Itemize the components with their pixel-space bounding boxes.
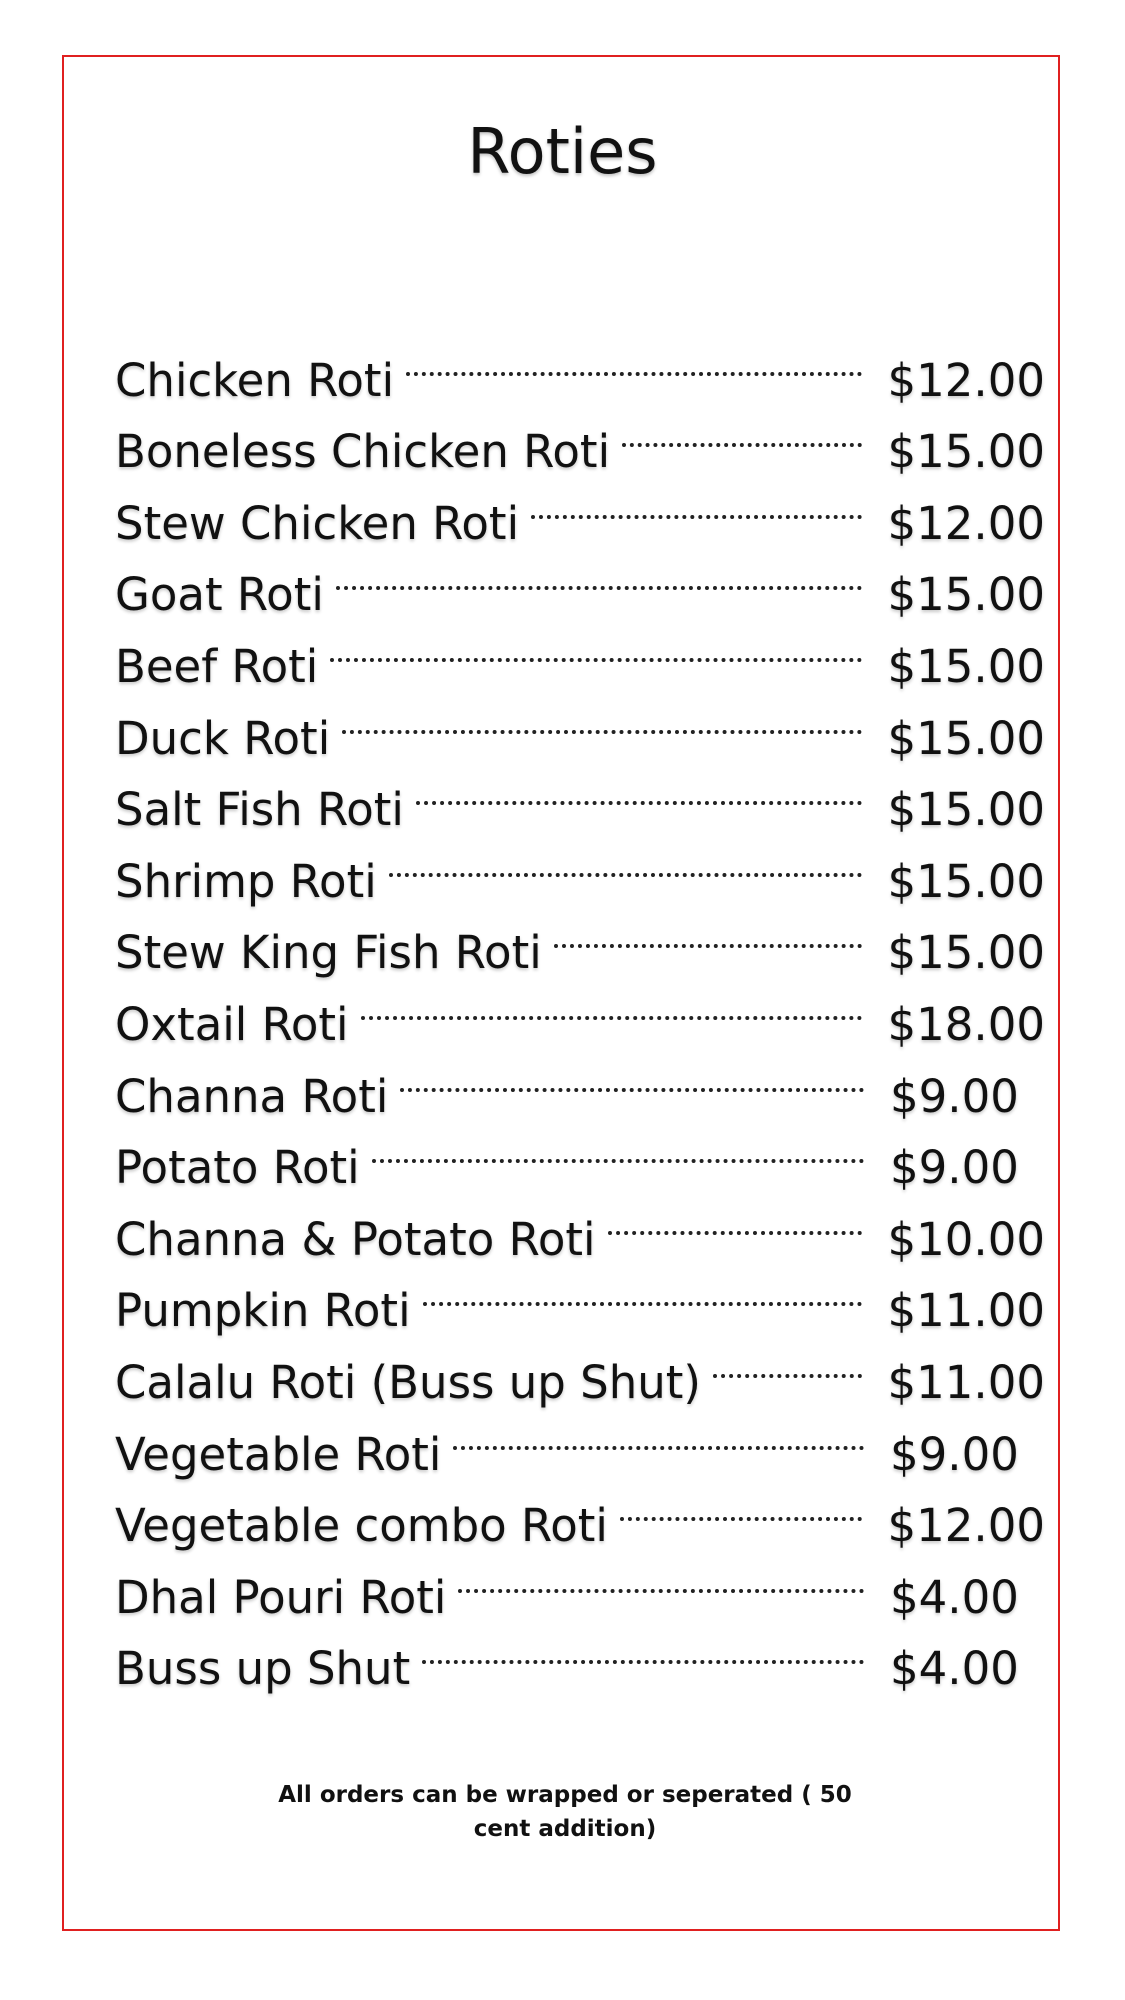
menu-item-price: $4.00 bbox=[890, 1570, 1019, 1624]
menu-item-price: $12.00 bbox=[887, 353, 1045, 407]
menu-item-price: $15.00 bbox=[887, 783, 1045, 837]
dot-leader bbox=[453, 1398, 864, 1470]
menu-item-name: Channa & Potato Roti bbox=[115, 1212, 596, 1266]
dot-leader bbox=[458, 1541, 864, 1613]
menu-item-price: $9.00 bbox=[890, 1141, 1019, 1195]
dot-leader bbox=[336, 539, 862, 611]
menu-item-price: $15.00 bbox=[887, 711, 1045, 765]
menu-item-name: Dhal Pouri Roti bbox=[115, 1570, 447, 1624]
dot-leader bbox=[389, 825, 862, 897]
menu-item-price: $12.00 bbox=[887, 496, 1045, 550]
dot-leader bbox=[342, 682, 861, 754]
dot-leader bbox=[554, 897, 862, 969]
menu-item-price: $10.00 bbox=[887, 1212, 1045, 1266]
menu-item-price: $9.00 bbox=[890, 1069, 1019, 1123]
dot-leader bbox=[713, 1326, 862, 1398]
menu-item-name: Goat Roti bbox=[115, 568, 324, 622]
menu-item-list bbox=[115, 324, 1045, 1696]
dot-leader bbox=[372, 1112, 864, 1184]
menu-item-name: Beef Roti bbox=[115, 639, 319, 693]
menu-title: Roties bbox=[467, 115, 658, 188]
menu-item-row bbox=[115, 324, 1045, 407]
menu-item-name: Stew Chicken Roti bbox=[115, 496, 520, 550]
menu-item-name: Vegetable combo Roti bbox=[115, 1499, 608, 1553]
menu-item-name: Stew King Fish Roti bbox=[115, 926, 542, 980]
menu-item-name: Chicken Roti bbox=[115, 353, 395, 407]
menu-item-name: Oxtail Roti bbox=[115, 997, 349, 1051]
dot-leader bbox=[406, 324, 861, 396]
menu-item-price: $12.00 bbox=[887, 1499, 1045, 1553]
menu-item-name: Calalu Roti (Buss up Shut) bbox=[115, 1355, 701, 1409]
dot-leader bbox=[531, 467, 861, 539]
dot-leader bbox=[622, 396, 861, 468]
menu-item-name: Potato Roti bbox=[115, 1141, 360, 1195]
dot-leader bbox=[361, 968, 862, 1040]
dot-leader bbox=[422, 1613, 864, 1685]
menu-item-price: $11.00 bbox=[887, 1284, 1045, 1338]
menu-item-name: Vegetable Roti bbox=[115, 1427, 442, 1481]
menu-item-price: $15.00 bbox=[887, 568, 1045, 622]
menu-item-name: Boneless Chicken Roti bbox=[115, 425, 611, 479]
dot-leader bbox=[423, 1255, 862, 1327]
menu-item-name: Salt Fish Roti bbox=[115, 783, 404, 837]
menu-item-price: $9.00 bbox=[890, 1427, 1019, 1481]
menu-item-name: Buss up Shut bbox=[115, 1642, 411, 1696]
menu-item-price: $15.00 bbox=[887, 926, 1045, 980]
dot-leader bbox=[620, 1470, 862, 1542]
menu-item-name: Shrimp Roti bbox=[115, 854, 377, 908]
menu-item-price: $15.00 bbox=[887, 425, 1045, 479]
menu-item-price: $4.00 bbox=[890, 1642, 1019, 1696]
dot-leader bbox=[608, 1183, 862, 1255]
menu-item-price: $18.00 bbox=[887, 997, 1045, 1051]
menu-item-name: Pumpkin Roti bbox=[115, 1284, 411, 1338]
menu-item-price: $11.00 bbox=[887, 1355, 1045, 1409]
menu-item-price: $15.00 bbox=[887, 854, 1045, 908]
dot-leader bbox=[416, 754, 862, 826]
dot-leader bbox=[400, 1040, 864, 1112]
menu-item-name: Channa Roti bbox=[115, 1069, 389, 1123]
footer-note: All orders can be wrapped or seperated ( 50 cent addition) bbox=[278, 1782, 852, 1842]
menu-item-price: $15.00 bbox=[887, 639, 1045, 693]
dot-leader bbox=[330, 610, 861, 682]
menu-item-name: Duck Roti bbox=[115, 711, 331, 765]
